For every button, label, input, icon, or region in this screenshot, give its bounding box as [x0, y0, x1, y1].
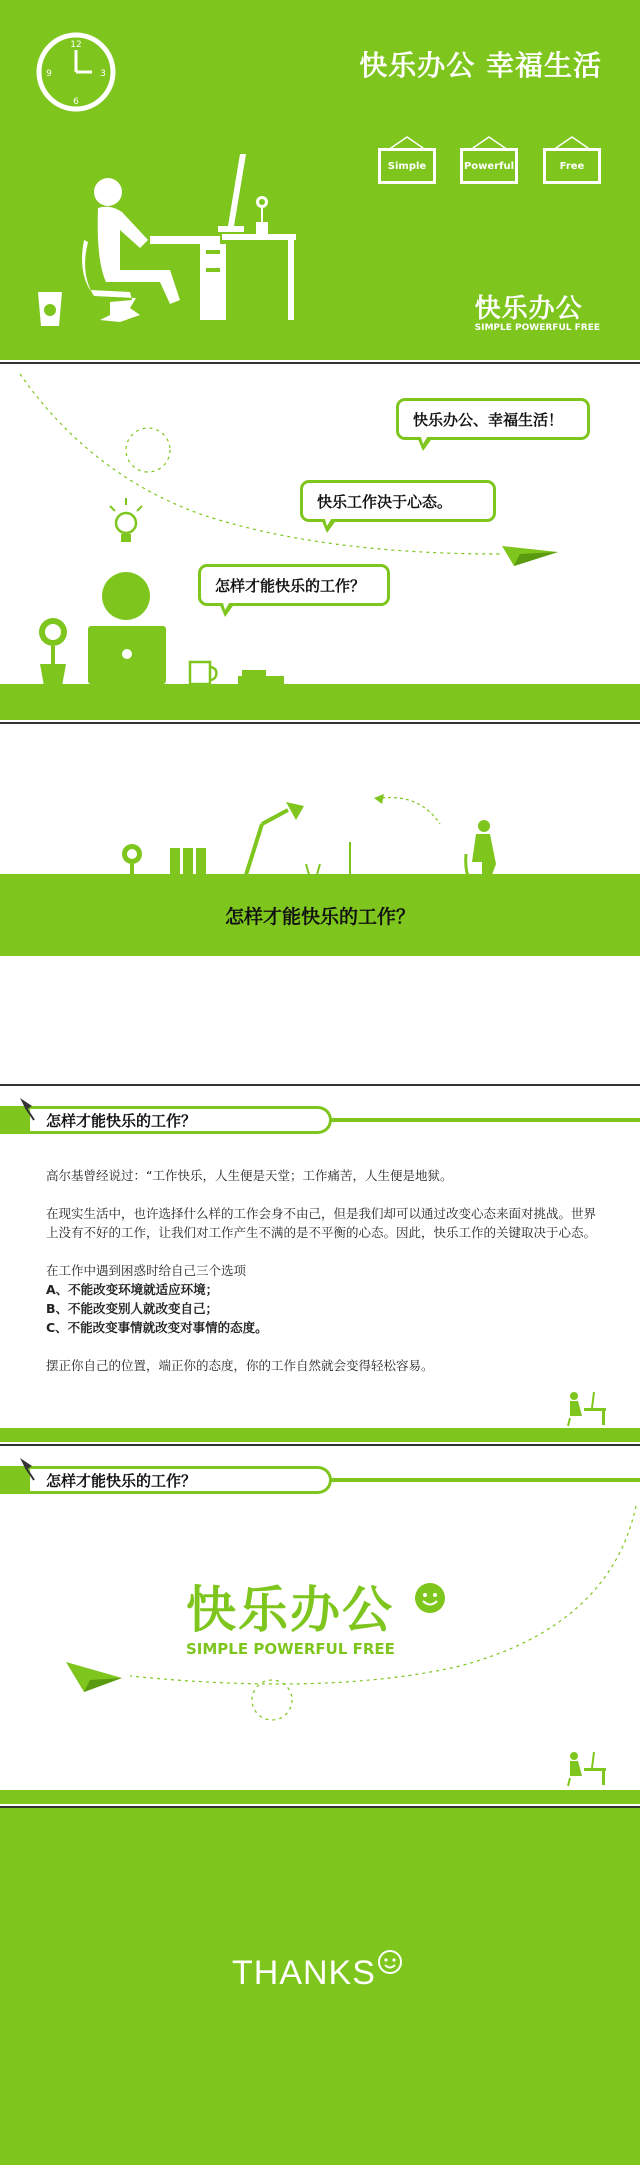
- slide4-header-label: 怎样才能快乐的工作？: [30, 1106, 332, 1134]
- center-logo-cn: 快乐办公: [186, 1581, 394, 1639]
- slide-cover: [0, 0, 640, 360]
- clock-12: 12: [70, 40, 82, 50]
- option-b: B、不能改变别人就改变自己；: [46, 1301, 219, 1316]
- slide2-footer-bar: [0, 684, 640, 720]
- smiley-sun-icon: [410, 1578, 450, 1618]
- bubble-3: [198, 564, 390, 606]
- clock-9: 9: [46, 69, 52, 79]
- slide5-footer-bar: [0, 1790, 640, 1804]
- slide5-header-label: 怎样才能快乐的工作？: [30, 1466, 332, 1494]
- pushpin-icon: [16, 1096, 38, 1122]
- slide4-header: [0, 1106, 640, 1132]
- frame-powerful: Powerful: [460, 148, 518, 184]
- bubble-2-text: 快乐工作决于心态。: [317, 492, 453, 511]
- smiley-sun-icon: [376, 1948, 404, 1976]
- frame-strings-icon: [378, 134, 608, 154]
- options-intro: 在工作中遇到困惑时给自己三个选项: [46, 1263, 247, 1278]
- person-laptop-illustration: [84, 570, 172, 688]
- slide-bubbles: [0, 362, 640, 720]
- small-desk-worker-icon: [562, 1388, 610, 1428]
- quote-text: 高尔基曾经说过：“工作快乐，人生便是天堂；工作痛苦，人生便是地狱。: [46, 1168, 453, 1183]
- slide-logo: [0, 1444, 640, 1804]
- bubble-2: [300, 480, 496, 522]
- slide-content: [0, 1084, 640, 1442]
- paper-plane-icon: [64, 1658, 124, 1698]
- cover-title: 快乐办公 幸福生活: [359, 49, 602, 82]
- bubble-1: [396, 398, 590, 440]
- option-c: C、不能改变事情就改变对事情的态度。: [46, 1320, 268, 1335]
- trash-can-icon: [36, 288, 64, 328]
- thanks-text: THANKS: [232, 1954, 376, 1992]
- slide-title: [0, 722, 640, 1082]
- closing-text: 摆正你自己的位置，端正你的态度，你的工作自然就会变得轻松容易。: [46, 1358, 434, 1373]
- slide4-body: [46, 1166, 596, 1375]
- sunflower-pot-icon: [34, 616, 72, 688]
- clock-6: 6: [73, 97, 79, 107]
- frame-simple: Simple: [378, 148, 436, 184]
- clock-icon: [34, 30, 118, 114]
- lightbulb-icon: [106, 496, 146, 548]
- office-worker-illustration: [70, 150, 300, 330]
- cover-logo-en: SIMPLE POWERFUL FREE: [474, 323, 600, 333]
- small-desk-worker-icon: [562, 1748, 610, 1788]
- slide3-title: 怎样才能快乐的工作？: [224, 906, 415, 928]
- cover-logo-cn: 快乐办公: [474, 294, 583, 324]
- coffee-cup-icon: [188, 658, 220, 686]
- bubble-3-text: 怎样才能快乐的工作？: [215, 576, 366, 595]
- option-a: A、不能改变环境就适应环境；: [46, 1282, 219, 1297]
- slide4-footer-bar: [0, 1428, 640, 1442]
- paragraph-1: 在现实生活中，也许选择什么样的工作会身不由己，但是我们却可以通过改变心态来面对挑战。世界上没有不好的工作，让我们对工作产生不满的是不平衡的心态。因此，快乐工作的关键取决于心态。: [46, 1206, 597, 1240]
- center-logo-en: SIMPLE POWERFUL FREE: [186, 1640, 395, 1658]
- cover-logo: [475, 288, 600, 333]
- clock-3: 3: [100, 69, 106, 79]
- bubble-1-text: 快乐办公、幸福生活！: [413, 410, 564, 429]
- slide-thanks: [0, 1806, 640, 2165]
- frame-free: Free: [543, 148, 601, 184]
- paper-plane-icon: [500, 536, 560, 570]
